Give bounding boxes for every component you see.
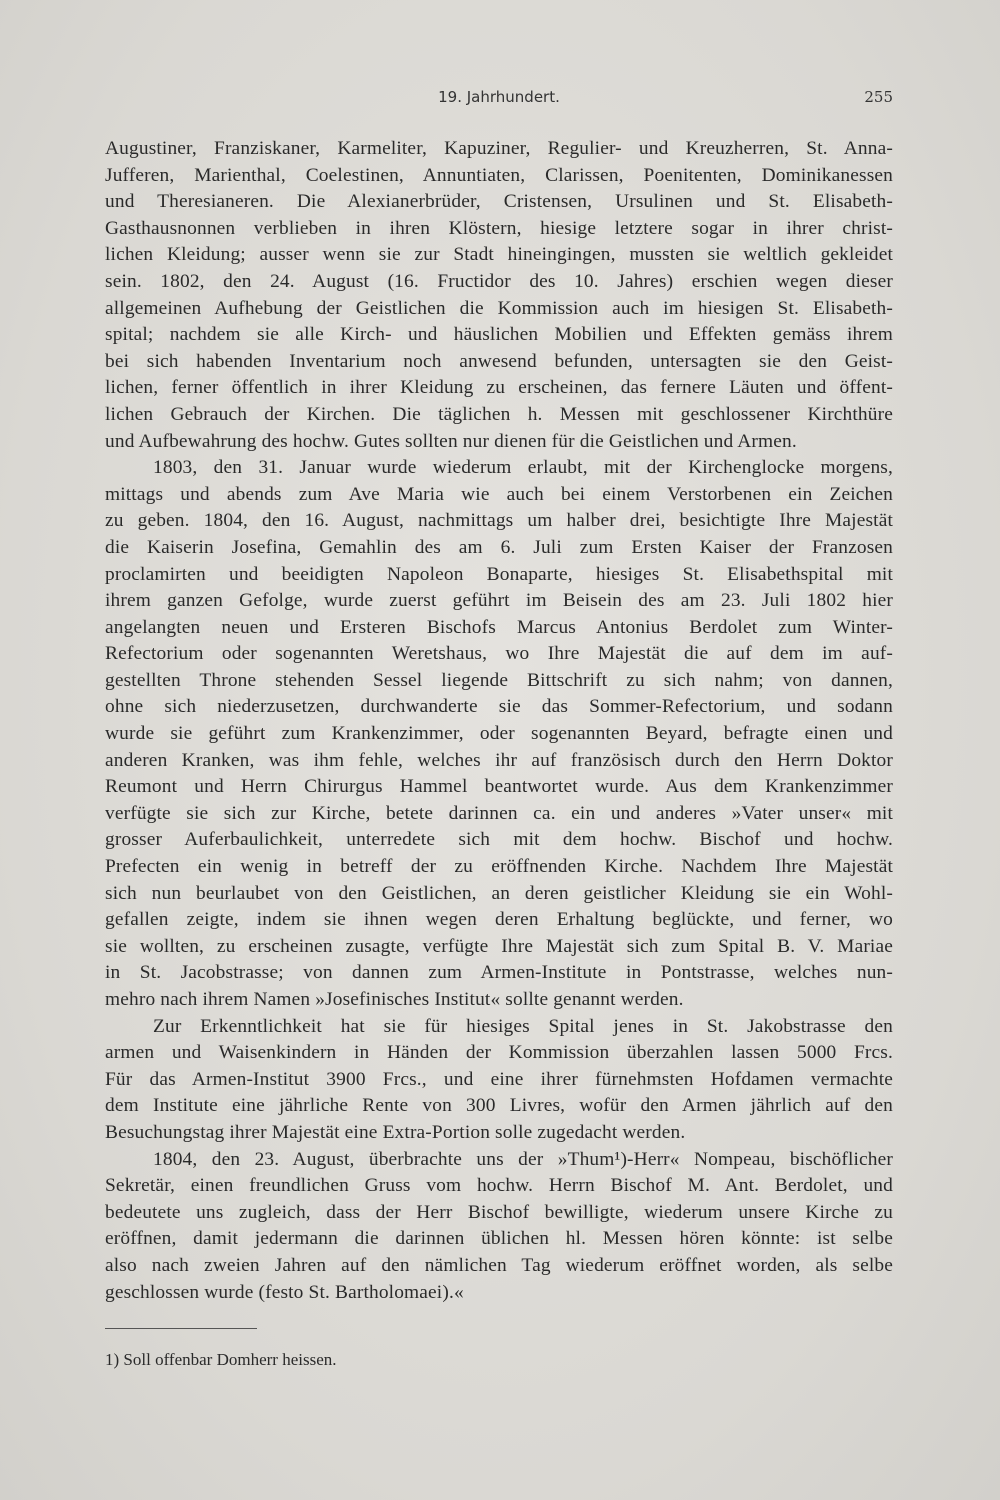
text-line: ihrem ganzen Gefolge, wurde zuerst geführt im Beisein des am 23. Juli 1802 hier [105, 590, 893, 612]
text-line: Für das Armen-Institut 3900 Frcs., und eine ihrer fürnehmsten Hofdamen vermachte [105, 1068, 893, 1090]
running-header [105, 88, 893, 112]
text-line: angelangten neuen und Ersteren Bischofs Marcus Antonius Berdolet zum Winter- [105, 616, 893, 638]
footnote-text: Soll offenbar Domherr heissen. [123, 1350, 337, 1369]
text-line: Jufferen, Marienthal, Coelestinen, Annuntiaten, Clarissen, Poenitenten, Dominikanessen [105, 164, 893, 186]
text-line: Gasthausnonnen verblieben in ihren Klöstern, hiesige letztere sogar in ihrer christ- [105, 217, 893, 239]
text-line: mittags und abends zum Ave Maria wie auch bei einem Verstorbenen ein Zeichen [105, 483, 893, 505]
text-line: die Kaiserin Josefina, Gemahlin des am 6. Juli zum Ersten Kaiser der Franzosen [105, 536, 893, 558]
footnote-marker: 1) [105, 1350, 120, 1369]
text-line: sie wollten, zu erscheinen zusagte, verfügte Ihre Majestät sich zum Spital B. V. Mariae [105, 935, 893, 957]
text-line: Reumont und Herrn Chirurgus Hammel beantwortet wurde. Aus dem Krankenzimmer [105, 776, 893, 798]
text-line: Augustiner, Franziskaner, Karmeliter, Kapuziner, Regulier- und Kreuzherren, St. Anna- [105, 138, 893, 159]
text-line: lichen Kleidung; ausser wenn sie zur Stadt hineingingen, mussten sie weltlich gekleidet [105, 244, 893, 266]
body-text [105, 136, 893, 1306]
text-line: Besuchungstag ihrer Majestät eine Extra-Portion solle zugedacht werden. [105, 1121, 686, 1143]
text-line: allgemeinen Aufhebung der Geistlichen die Kommission auch im hiesigen St. Elisabeth- [105, 297, 893, 319]
text-line: und Aufbewahrung des hochw. Gutes sollten nur dienen für die Geistlichen und Armen. [105, 430, 797, 452]
page-number: 255 [864, 88, 893, 106]
text-line: zu geben. 1804, den 16. August, nachmittags um halber drei, besichtigte Ihre Majestät [105, 510, 893, 532]
text-line: also nach zweien Jahren auf den nämlichen Tag wiederum eröffnet worden, als selbe [105, 1254, 893, 1276]
text-line: gestellten Throne stehenden Sessel liegende Bittschrift zu sich nahm; von dannen, [105, 669, 893, 691]
text-line: proclamirten und beeidigten Napoleon Bonaparte, hiesiges St. Elisabethspital mit [105, 563, 893, 585]
text-line: 1804, den 23. August, überbrachte uns der »Thum¹)-Herr« Nompeau, bischöflicher [153, 1148, 893, 1170]
text-line: ohne sich niederzusetzen, durchwanderte sie das Sommer-Refectorium, und sodann [105, 696, 893, 718]
text-line: mehro nach ihrem Namen »Josefinisches Institut« sollte genannt werden. [105, 989, 684, 1010]
text-line: bei sich habenden Inventarium noch anwesend befunden, untersagten sie den Geist- [105, 350, 893, 372]
text-line: dem Institute eine jährliche Rente von 300 Livres, wofür den Armen jährlich auf den [105, 1095, 893, 1117]
text-line: Refectorium oder sogenannten Weretshaus, wo Ihre Majestät die auf dem im auf- [105, 643, 893, 665]
text-line: 1803, den 31. Januar wurde wiederum erlaubt, mit der Kirchenglocke morgens, [153, 457, 893, 479]
text-line: anderen Kranken, was ihm fehle, welches ihr auf französisch durch den Herrn Doktor [105, 749, 893, 771]
text-line: lichen Gebrauch der Kirchen. Die täglichen h. Messen mit geschlossener Kirchthüre [105, 403, 893, 425]
text-line: wurde sie geführt zum Krankenzimmer, oder sogenannten Beyard, befragte einen und [105, 723, 893, 745]
text-line: sein. 1802, den 24. August (16. Fructidor des 10. Jahres) erschien wegen dieser [105, 270, 893, 292]
text-line: Zur Erkenntlichkeit hat sie für hiesiges Spital jenes in St. Jakobstrasse den [153, 1015, 893, 1037]
text-line: bedeutete uns zugleich, dass der Herr Bischof bewilligte, wiederum unsere Kirche zu [105, 1201, 893, 1223]
text-line: in St. Jacobstrasse; von dannen zum Armen-Institute in Pontstrasse, welches nun- [105, 962, 893, 984]
text-line: verfügte sie sich zur Kirche, betete darinnen ca. ein und anderes »Vater unser« mit [105, 802, 893, 824]
text-line: und Theresianeren. Die Alexianerbrüder, Cristensen, Ursulinen und St. Elisabeth- [105, 191, 893, 213]
text-line: gefallen zeigte, indem sie ihnen wegen deren Erhaltung beglückte, und ferner, wo [105, 909, 893, 931]
text-line: Sekretär, einen freundlichen Gruss vom hochw. Herrn Bischof M. Ant. Berdolet, und [105, 1175, 893, 1197]
text-line: grosser Auferbaulichkeit, unterredete sich mit dem hochw. Bischof und hochw. [105, 829, 893, 851]
text-line: lichen, ferner öffentlich in ihrer Kleidung zu erscheinen, das fernere Läuten und öffent- [105, 377, 893, 399]
text-line: geschlossen wurde (festo St. Bartholomaei).« [105, 1281, 464, 1303]
text-line: spital; nachdem sie alle Kirch- und häuslichen Mobilien und Effekten gemäss ihrem [105, 324, 893, 346]
text-line: sich nun beurlaubet von den Geistlichen, an deren geistlicher Kleidung sie ein Wohl- [105, 882, 893, 904]
text-line: eröffnen, damit jedermann die darinnen üblichen hl. Messen hören könnte: ist selbe [105, 1228, 893, 1250]
footnote [105, 1350, 337, 1370]
chapter-title: 19. Jahrhundert. [438, 88, 560, 106]
text-line: armen und Waisenkindern in Händen der Kommission überzahlen lassen 5000 Frcs. [105, 1042, 893, 1064]
footnote-separator [105, 1328, 257, 1329]
text-line: Prefecten ein wenig in betreff der zu eröffnenden Kirche. Nachdem Ihre Majestät [105, 856, 893, 878]
